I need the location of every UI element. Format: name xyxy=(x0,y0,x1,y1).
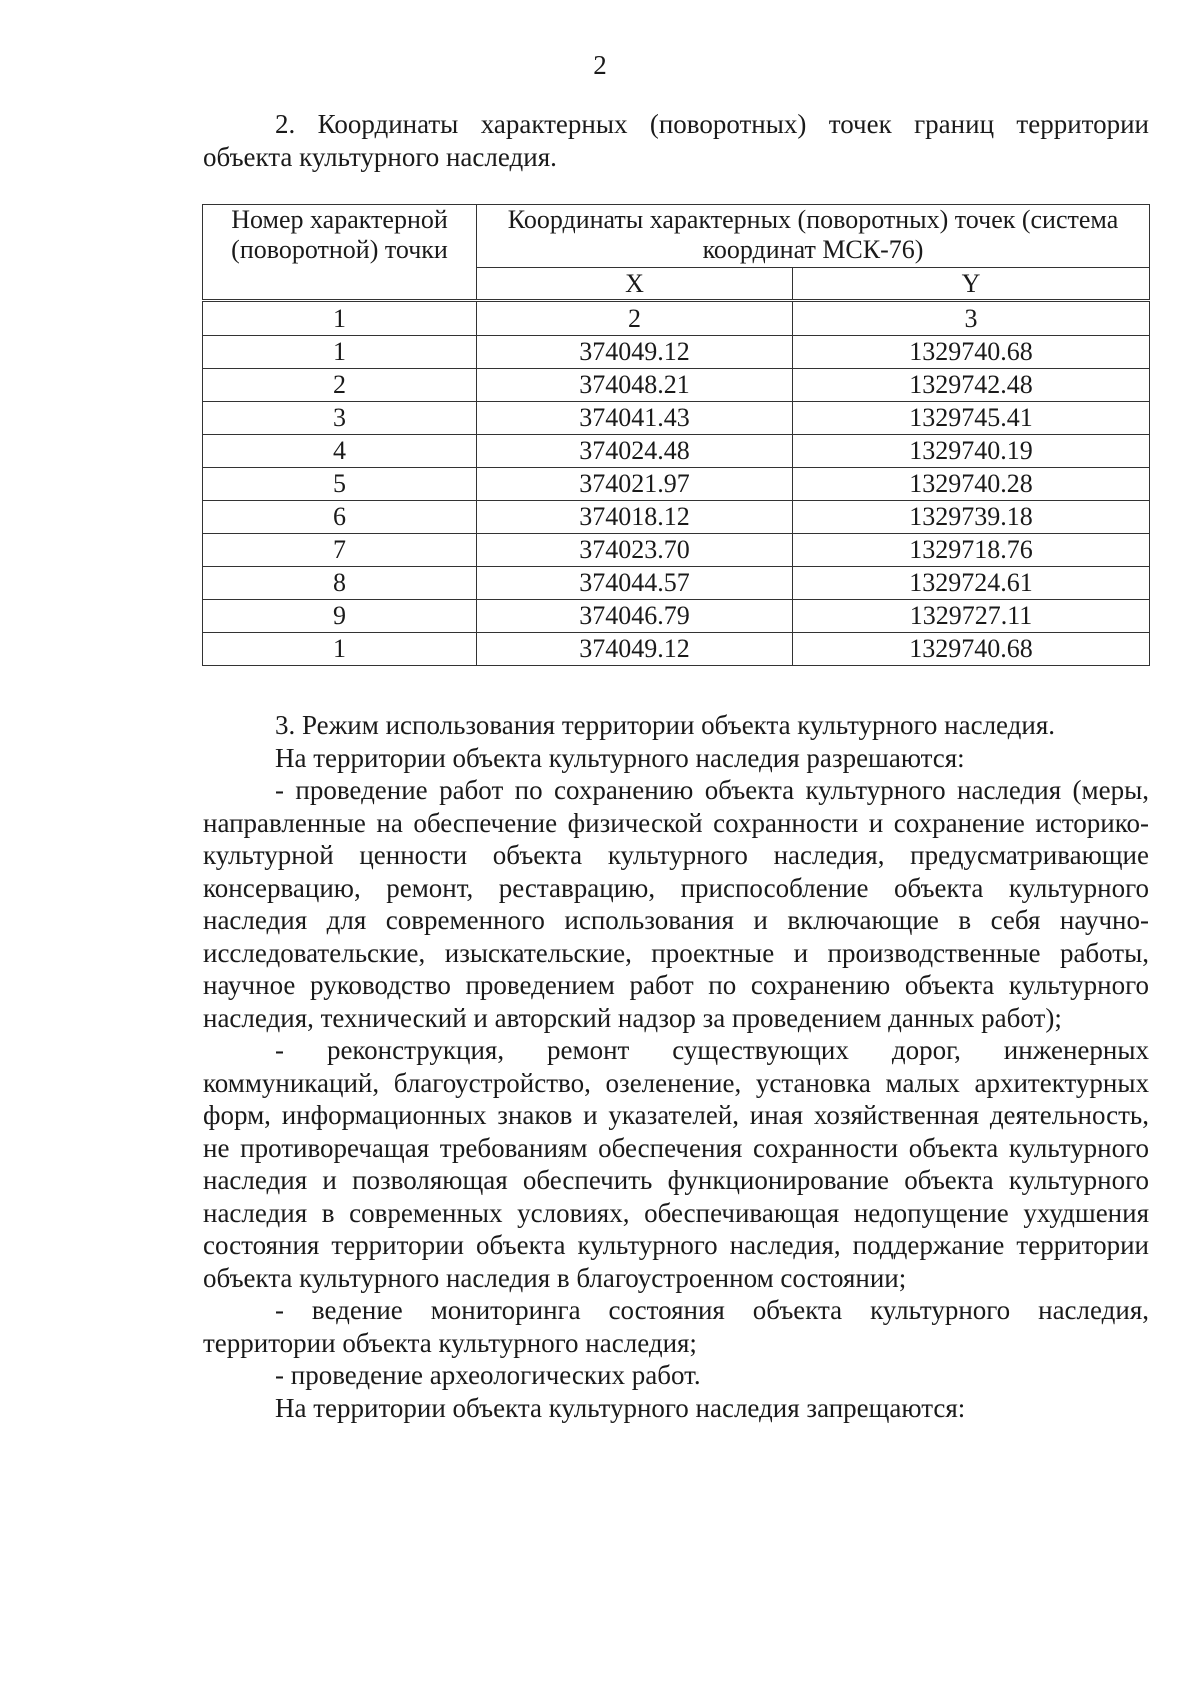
coord-x: 374049.12 xyxy=(477,633,793,666)
point-number: 3 xyxy=(203,402,477,435)
coord-y: 1329718.76 xyxy=(793,534,1150,567)
coord-x: 374021.97 xyxy=(477,468,793,501)
point-number: 5 xyxy=(203,468,477,501)
coord-y: 1329740.68 xyxy=(793,633,1150,666)
coord-x: 374049.12 xyxy=(477,336,793,369)
table-row xyxy=(203,435,1150,468)
coord-x: 374024.48 xyxy=(477,435,793,468)
allowed-item-3: - ведение мониторинга состояния объекта культурного наследия, территории объекта культурного наследия; xyxy=(203,1295,1149,1358)
section-2-heading: 2. Координаты характерных (поворотных) точек границ территории объекта культурного наследия. xyxy=(203,109,1149,172)
column-number: 1 xyxy=(203,301,477,336)
point-number: 8 xyxy=(203,567,477,600)
column-number: 3 xyxy=(793,301,1150,336)
page-number: 2 xyxy=(593,50,607,80)
table-row xyxy=(203,567,1150,600)
coordinates-table xyxy=(202,204,1150,666)
table-row xyxy=(203,600,1150,633)
coord-x: 374048.21 xyxy=(477,369,793,402)
point-number: 1 xyxy=(203,336,477,369)
coord-x: 374044.57 xyxy=(477,567,793,600)
coord-y: 1329727.11 xyxy=(793,600,1150,633)
header-point-number: Номер характерной (поворотной) точки xyxy=(203,205,477,301)
allowed-item-2: - реконструкция, ремонт существующих дорог, инженерных коммуникаций, благоустройство, озеленение, установка малых архитектурных форм, информационных знаков и указателей, иная хозяйственная деятельность, не противоречащая требованиям обеспечения сохранности объекта культурного наследия и позволяющая обеспечить функционирование объекта культурного наследия в современных условиях, обеспечивающая недопущение ухудшения состояния территории объекта культурного наследия, поддержание территории объекта культурного наследия в благоустроенном состоянии; xyxy=(203,1035,1149,1293)
coord-x: 374023.70 xyxy=(477,534,793,567)
section-2 xyxy=(203,108,1149,173)
allowed-intro: На территории объекта культурного наследия разрешаются: xyxy=(275,742,965,773)
table-row xyxy=(203,468,1150,501)
header-coordinates: Координаты характерных (поворотных) точек (система координат МСК-76) xyxy=(477,205,1150,268)
section-3 xyxy=(203,709,1149,1424)
forbidden-intro: На территории объекта культурного наследия запрещаются: xyxy=(275,1392,966,1423)
point-number: 2 xyxy=(203,369,477,402)
table-row xyxy=(203,633,1150,666)
coord-y: 1329742.48 xyxy=(793,369,1150,402)
point-number: 4 xyxy=(203,435,477,468)
allowed-item-4: - проведение археологических работ. xyxy=(275,1360,701,1390)
coord-y: 1329739.18 xyxy=(793,501,1150,534)
coord-x: 374018.12 xyxy=(477,501,793,534)
table-row xyxy=(203,369,1150,402)
coord-y: 1329724.61 xyxy=(793,567,1150,600)
column-number: 2 xyxy=(477,301,793,336)
table-row xyxy=(203,534,1150,567)
coord-y: 1329740.19 xyxy=(793,435,1150,468)
header-y: Y xyxy=(793,268,1150,301)
coord-x: 374046.79 xyxy=(477,600,793,633)
point-number: 9 xyxy=(203,600,477,633)
column-numbers-row xyxy=(203,301,1150,336)
coord-y: 1329745.41 xyxy=(793,402,1150,435)
header-x: X xyxy=(477,268,793,301)
table-row xyxy=(203,402,1150,435)
coord-x: 374041.43 xyxy=(477,402,793,435)
allowed-item-1: - проведение работ по сохранению объекта культурного наследия (меры, направленные на обеспечение физической сохранности и сохранение историко-культурной ценности объекта культурного наследия, предусматривающие консервацию, ремонт, реставрацию, приспособление объекта культурного наследия для современного использования и включающие в себя научно-исследовательские, изыскательские, проектные и производственные работы, научное руководство проведением работ по сохранению объекта культурного наследия, технический и авторский надзор за проведением данных работ); xyxy=(203,775,1149,1033)
point-number: 6 xyxy=(203,501,477,534)
point-number: 7 xyxy=(203,534,477,567)
point-number: 1 xyxy=(203,633,477,666)
coord-y: 1329740.28 xyxy=(793,468,1150,501)
table-header-row xyxy=(203,205,1150,268)
section-3-heading: 3. Режим использования территории объекта культурного наследия. xyxy=(275,710,1056,740)
table-row xyxy=(203,501,1150,534)
table-row xyxy=(203,336,1150,369)
coord-y: 1329740.68 xyxy=(793,336,1150,369)
